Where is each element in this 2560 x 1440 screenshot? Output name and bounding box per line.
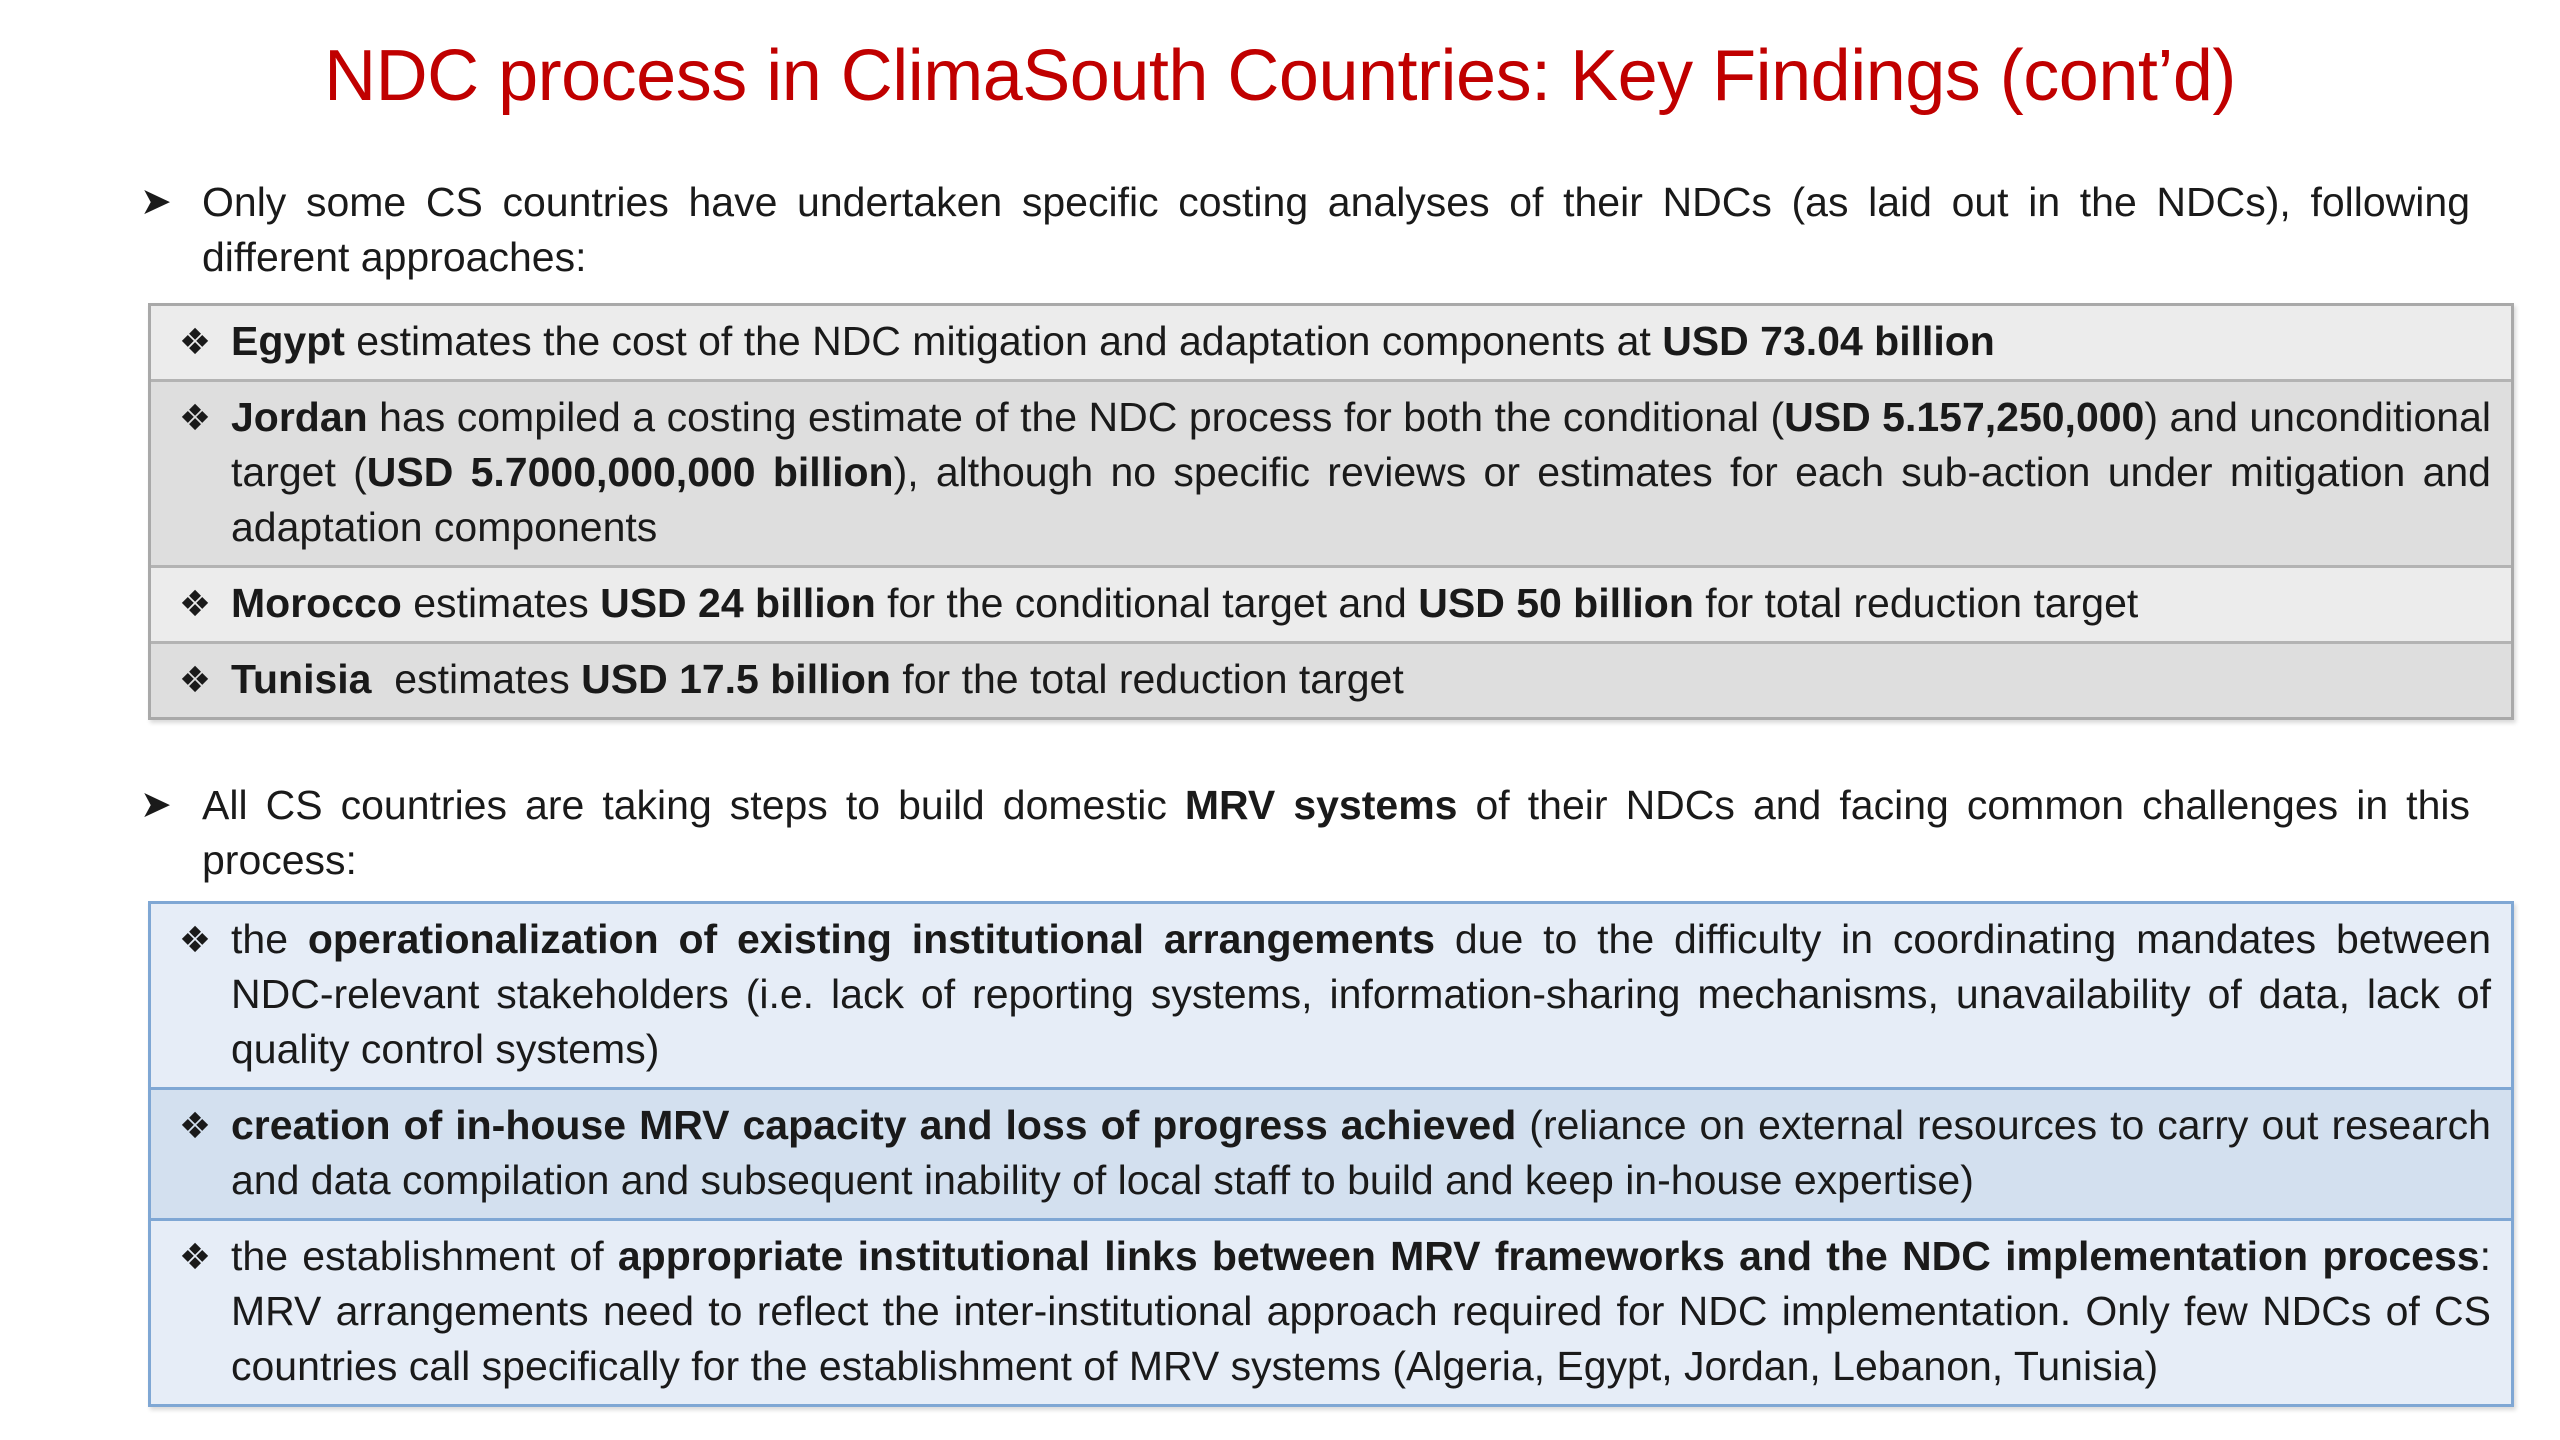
mrv-challenges-panel	[148, 901, 2514, 1407]
arrowhead-bullet-icon: ➤	[140, 784, 172, 826]
item-text: due to the difficulty in coordinating mandates between NDC-relevant stakeholders (i.e. lack of reporting systems, information-sharing mechanisms, unavailability of data, lack of quality control systems)	[231, 916, 2491, 1072]
four-diamond-bullet-icon: ❖	[178, 321, 212, 362]
country-name: Morocco	[231, 580, 402, 626]
cost-value: USD 17.5 billion	[581, 656, 891, 702]
item-text: estimates	[401, 580, 601, 626]
four-diamond-bullet-icon: ❖	[178, 919, 212, 960]
challenge-highlight: operationalization of existing institutional arrangements	[307, 916, 1436, 962]
costing-intro-text: Only some CS countries have undertaken specific costing analyses of their NDCs (as laid out in the NDCs), following different approaches:	[202, 179, 2470, 280]
challenge-highlight: creation of in-house MRV capacity and loss of progress achieved	[231, 1102, 1517, 1148]
cost-value: USD 73.04 billion	[1662, 318, 1995, 364]
costing-item-morocco	[151, 565, 2511, 641]
four-diamond-bullet-icon: ❖	[178, 583, 212, 624]
four-diamond-bullet-icon: ❖	[178, 1105, 212, 1146]
item-text: the establishment of	[231, 1233, 618, 1279]
mrv-intro-text: of their NDCs and facing common challenges in this process:	[202, 782, 2470, 883]
item-text: estimates the cost of the NDC mitigation and adaptation components at	[344, 318, 1663, 364]
item-text: for the conditional target and	[875, 580, 1419, 626]
costing-intro	[140, 175, 2470, 285]
cost-value: USD 50 billion	[1418, 580, 1694, 626]
item-text: has compiled a costing estimate of the NDC process for both the conditional (	[367, 394, 1785, 440]
item-text: (reliance on external resources to carry out research and data compilation and subsequent inability of local staff to build and keep in-house expertise)	[231, 1102, 2491, 1203]
item-text: the	[231, 916, 308, 962]
costing-item-egypt	[151, 306, 2511, 379]
cost-value: USD 5.157,250,000	[1784, 394, 2145, 440]
mrv-intro-text: All CS countries are taking steps to build domestic	[202, 782, 1185, 828]
four-diamond-bullet-icon: ❖	[178, 659, 212, 700]
mrv-challenge-item	[151, 904, 2511, 1087]
mrv-challenge-item	[151, 1218, 2511, 1404]
slide-title: NDC process in ClimaSouth Countries: Key Findings (cont’d)	[324, 36, 2236, 116]
country-name: Tunisia	[231, 656, 372, 702]
item-text: for total reduction target	[1693, 580, 2139, 626]
item-text: : MRV arrangements need to reflect the inter-institutional approach required for NDC implementation. Only few NDCs of CS countries call specifically for the establishment of MRV systems (Algeria, Egypt, Jordan, Lebanon, Tunisia)	[231, 1233, 2491, 1389]
mrv-intro	[140, 778, 2470, 888]
four-diamond-bullet-icon: ❖	[178, 397, 212, 438]
country-name: Egypt	[231, 318, 345, 364]
cost-value: USD 24 billion	[600, 580, 876, 626]
costing-item-tunisia	[151, 641, 2511, 717]
four-diamond-bullet-icon: ❖	[178, 1236, 212, 1277]
cost-value: USD 5.7000,000,000 billion	[366, 449, 894, 495]
costing-item-jordan	[151, 379, 2511, 565]
arrowhead-bullet-icon: ➤	[140, 181, 172, 223]
challenge-highlight: appropriate institutional links between MRV frameworks and the NDC implementation process	[617, 1233, 2480, 1279]
item-text: ) and unconditional target (	[231, 394, 2492, 495]
mrv-challenge-item	[151, 1087, 2511, 1218]
country-name: Jordan	[231, 394, 368, 440]
mrv-intro-highlight: MRV systems	[1184, 782, 1458, 828]
item-text: estimates	[371, 656, 582, 702]
item-text: for the total reduction target	[890, 656, 1404, 702]
costing-findings-panel	[148, 303, 2514, 720]
item-text: ), although no specific reviews or estimates for each sub-action under mitigation and adaptation components	[231, 449, 2491, 550]
